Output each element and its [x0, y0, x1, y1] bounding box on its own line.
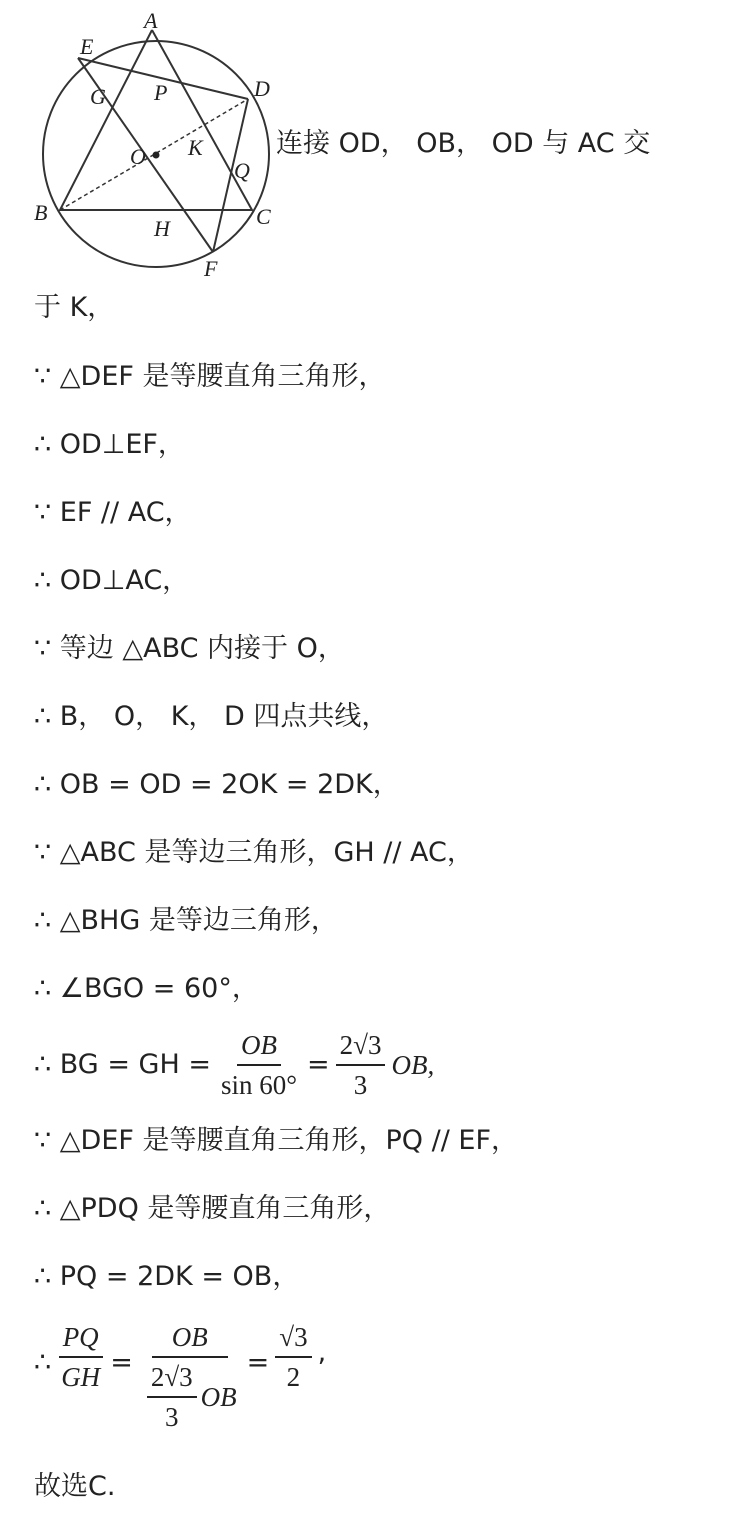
text-line-16	[34, 1318, 326, 1436]
text-line-15: ∴ PQ = 2DK = OB，	[34, 1261, 300, 1292]
fraction-denominator: 2	[286, 1362, 301, 1392]
label-c: C	[256, 204, 271, 229]
text-line-2: ∵ △DEF 是等腰直角三角形，	[34, 361, 386, 392]
fraction-numerator: 2√3	[336, 1026, 386, 1066]
text-line-8: ∴ OB = OD = 2OK = 2DK，	[34, 769, 400, 800]
label-g: G	[90, 84, 106, 109]
label-p: P	[154, 80, 168, 105]
fraction-denominator: sin 60°	[220, 1070, 298, 1100]
fraction-denominator	[139, 1358, 241, 1436]
line16-prefix: ∴	[34, 1347, 52, 1378]
inner-denominator: 3	[164, 1402, 179, 1432]
text-line-13: ∵ △DEF 是等腰直角三角形，PQ // EF，	[34, 1125, 518, 1156]
inner-numerator: 2√3	[147, 1358, 197, 1398]
text-line-3: ∴ OD⊥EF，	[34, 429, 185, 460]
text-line-9: ∵ △ABC 是等边三角形，GH // AC，	[34, 837, 474, 868]
text-line-5: ∴ OD⊥AC，	[34, 565, 190, 596]
text-line-14: ∴ △PDQ 是等腰直角三角形，	[34, 1193, 391, 1224]
fraction-denominator: 3	[353, 1070, 368, 1100]
fraction-root3-over-2	[275, 1318, 311, 1396]
equals-sign: =	[307, 1049, 330, 1080]
label-e: E	[80, 34, 94, 59]
label-f: F	[204, 256, 218, 281]
label-d: D	[254, 76, 270, 101]
fraction-numerator: PQ	[59, 1318, 103, 1358]
inner-suffix: OB	[200, 1381, 237, 1412]
inner-fraction	[147, 1358, 197, 1436]
label-o: O	[130, 144, 146, 169]
fraction-numerator: OB	[237, 1026, 281, 1066]
text-line-7: ∴ B， O， K， D 四点共线，	[34, 701, 389, 732]
text-line-10: ∴ △BHG 是等边三角形，	[34, 905, 338, 936]
answer-line: 故选C.	[34, 1471, 116, 1502]
center-point	[153, 152, 160, 159]
fraction-denominator: GH	[61, 1362, 101, 1392]
text-line-4: ∵ EF // AC，	[34, 497, 192, 528]
fraction-pq-over-gh	[57, 1318, 104, 1396]
equals-sign-2: =	[246, 1347, 270, 1378]
label-a: A	[144, 12, 158, 33]
fraction-ob-over-sin60	[217, 1026, 301, 1104]
line12-suffix: OB,	[391, 1050, 435, 1080]
line16-suffix: ,	[317, 1337, 327, 1368]
text-line-0: 连接 OD， OB， OD 与 AC 交	[276, 128, 651, 159]
equals-sign-1: =	[110, 1347, 133, 1378]
fraction-2root3-over-3	[336, 1026, 386, 1104]
fraction-numerator: OB	[152, 1318, 228, 1358]
geometry-figure	[30, 12, 280, 282]
line12-prefix: ∴ BG = GH =	[34, 1049, 211, 1080]
text-line-11: ∴ ∠BGO = 60°，	[34, 973, 259, 1004]
label-k: K	[188, 135, 203, 160]
text-line-12	[34, 1026, 434, 1104]
text-line-6: ∵ 等边 △ABC 内接于 O，	[34, 633, 345, 664]
label-b: B	[34, 200, 48, 225]
text-line-1: 于 K，	[34, 292, 115, 323]
label-h: H	[154, 216, 170, 241]
fraction-ob-over-complex	[139, 1318, 241, 1436]
label-q: Q	[234, 158, 250, 183]
fraction-numerator: √3	[275, 1318, 311, 1358]
